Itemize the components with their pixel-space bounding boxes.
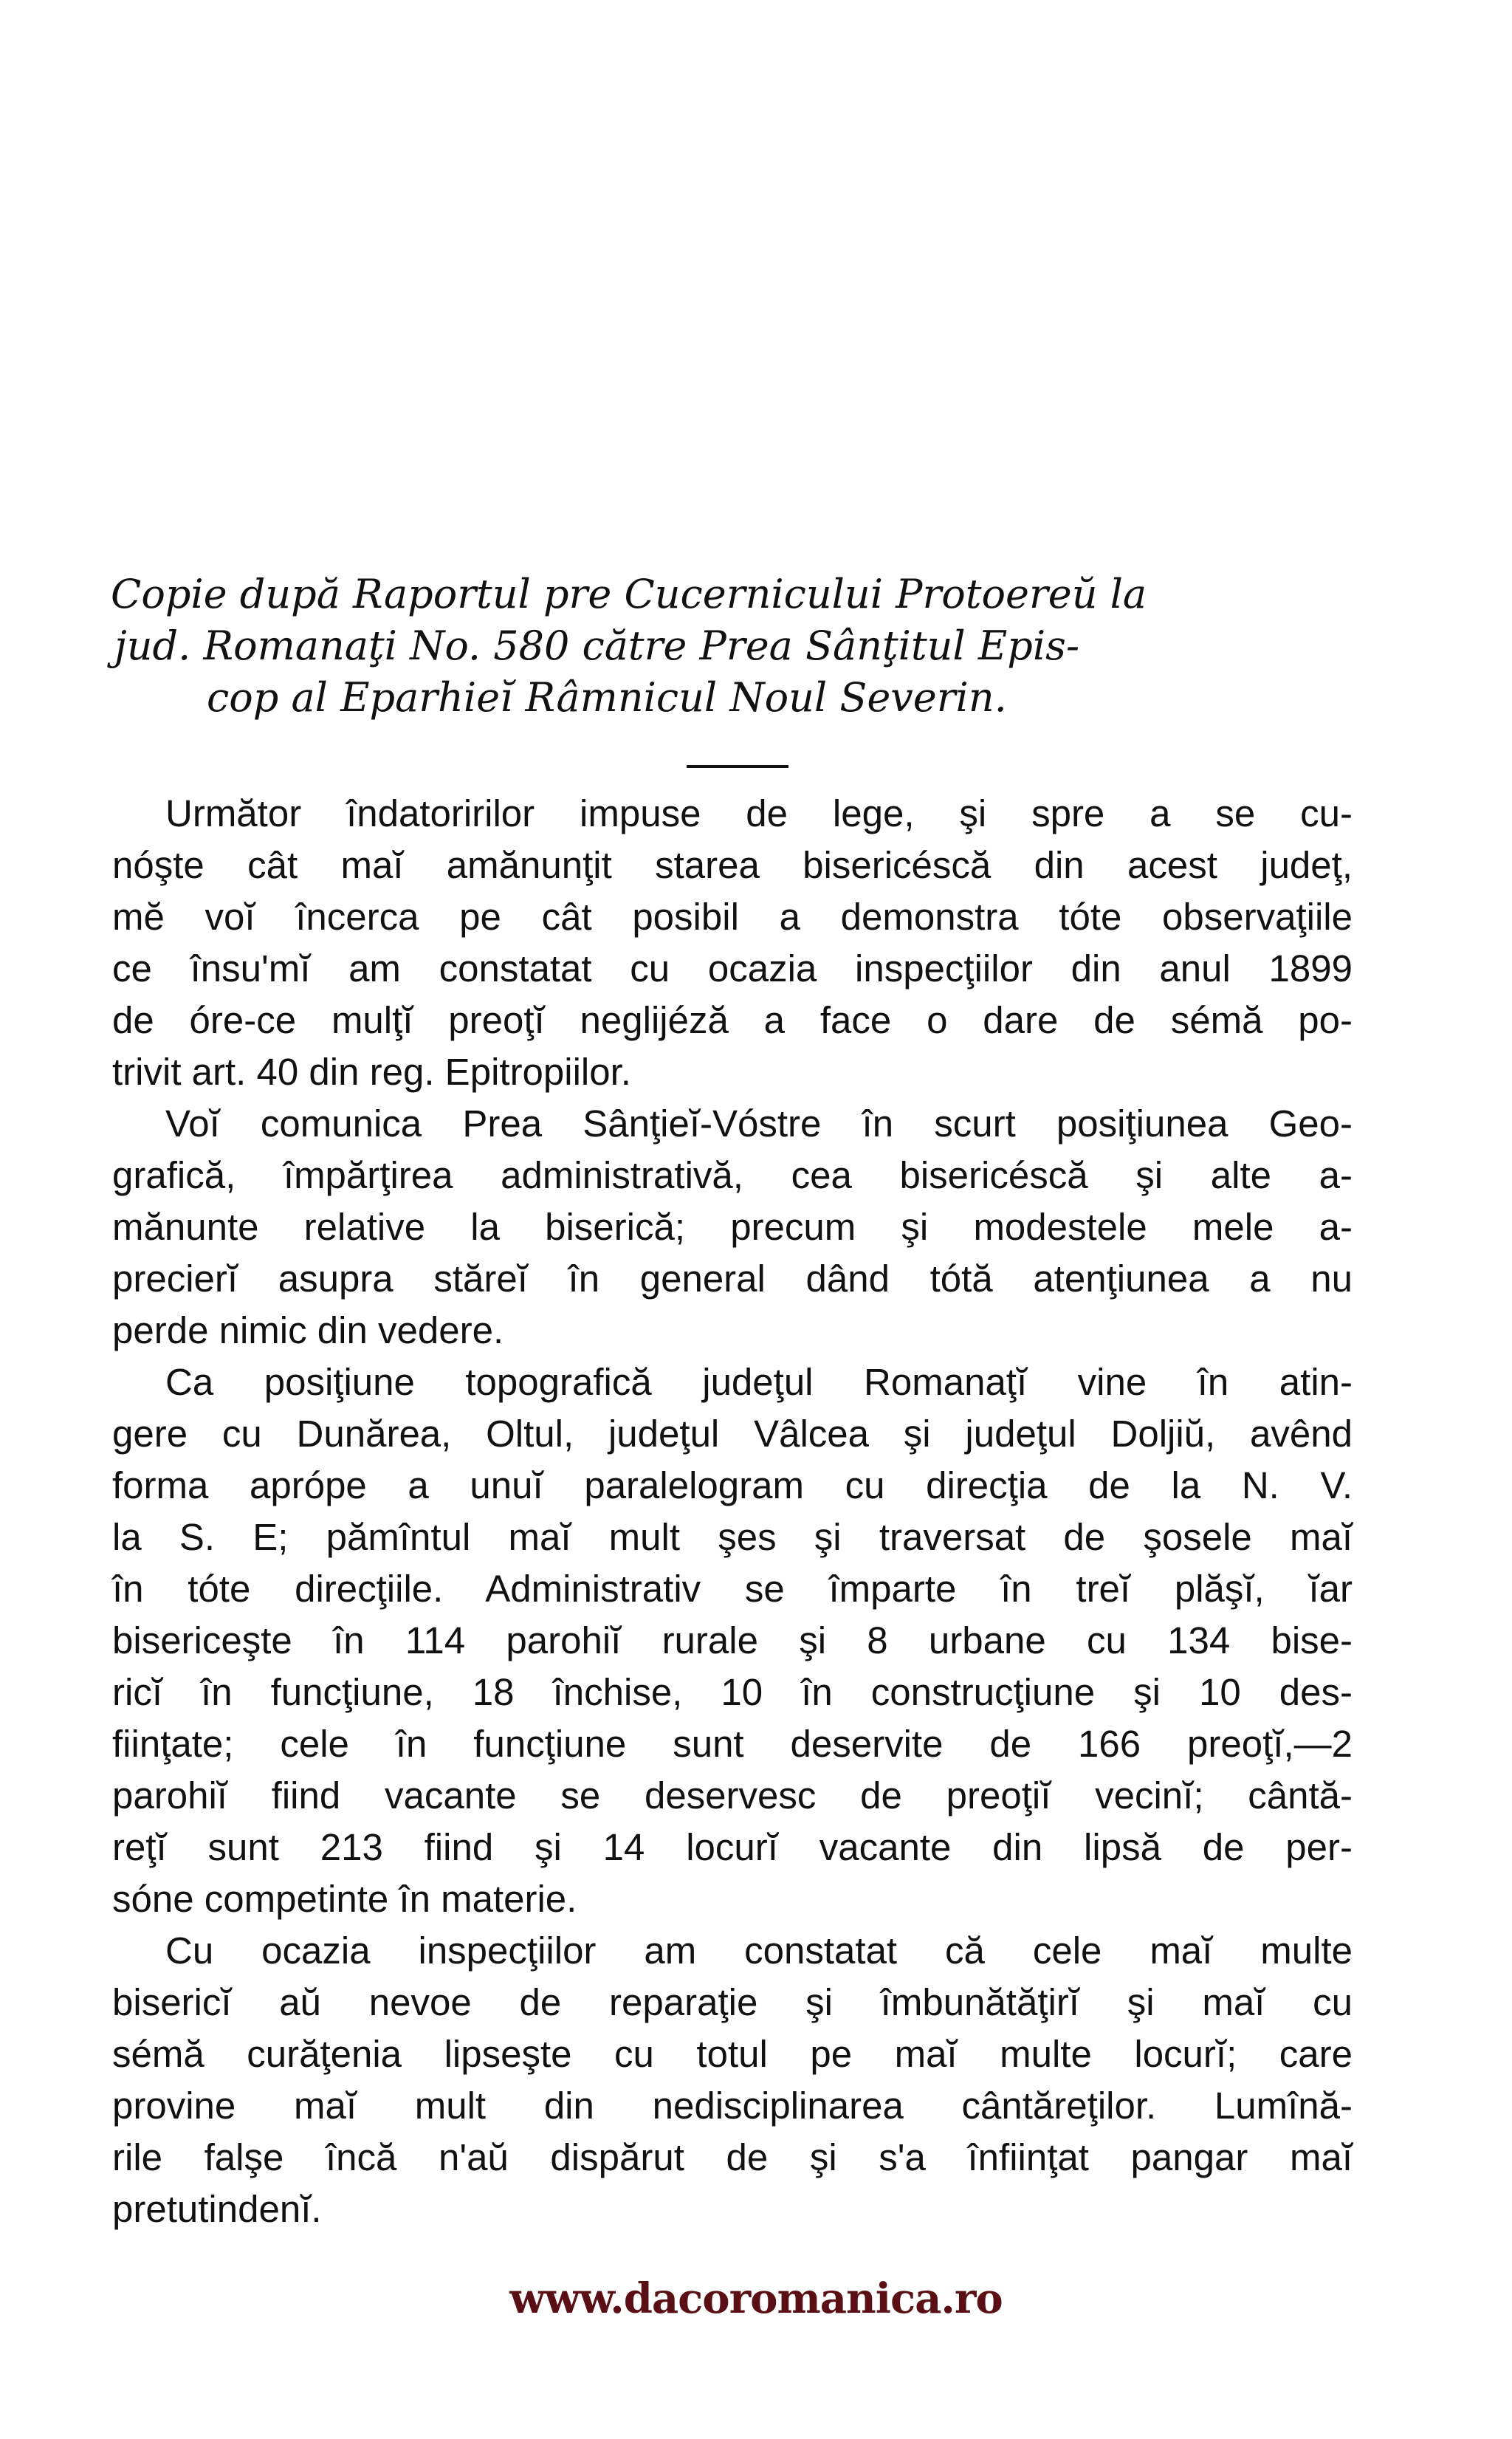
paragraph-line: nóşte cât maĭ amănunţit starea bisericéscă din acest judeţ, <box>112 844 1353 886</box>
paragraph-line: Cu ocazia inspecţiilor am constatat că cele maĭ multe <box>165 1929 1353 1972</box>
paragraph-3 <box>112 1356 1353 1925</box>
paragraph-line: pretutindenĭ. <box>112 2188 322 2230</box>
paragraph-line: precierĭ asupra stăreĭ în general dând tótă atenţiunea a nu <box>112 1258 1353 1300</box>
paragraph-line: fiinţate; cele în funcţiune sunt deservite de 166 preoţĭ,—2 <box>112 1723 1353 1765</box>
heading-divider <box>687 765 788 768</box>
document-body <box>112 788 1353 2235</box>
paragraph-line: bisericĭ aŭ nevoe de reparaţie şi îmbunătăţirĭ şi maĭ cu <box>112 1981 1353 2023</box>
paragraph-line: trivit art. 40 din reg. Epitropiilor. <box>112 1051 631 1093</box>
paragraph-line: mănunte relative la biserică; precum şi modestele mele a- <box>112 1206 1353 1248</box>
paragraph-line: rile falşe încă n'aŭ dispărut de şi s'a înfiinţat pangar maĭ <box>112 2136 1353 2178</box>
paragraph-line: provine maĭ mult din nedisciplinarea cântăreţilor. Lumînă- <box>112 2085 1353 2127</box>
paragraph-line: în tóte direcţiile. Administrativ se împarte în treĭ plăşĭ, ĭar <box>112 1568 1353 1610</box>
paragraph-line: Voĭ comunica Prea Sânţieĭ-Vóstre în scurt posiţiunea Geo- <box>165 1102 1353 1145</box>
paragraph-line: ce însu'mĭ am constatat cu ocazia inspecţiilor din anul 1899 <box>112 947 1353 989</box>
paragraph-line: bisericeşte în 114 parohiĭ rurale şi 8 urbane cu 134 bise- <box>112 1619 1353 1661</box>
paragraph-line: sémă curăţenia lipseşte cu totul pe maĭ multe locurĭ; care <box>112 2033 1353 2075</box>
paragraph-line: Ca posiţiune topografică judeţul Romanaţĭ vine în atin- <box>165 1361 1353 1403</box>
paragraph-1 <box>112 788 1353 1098</box>
paragraph-line: gere cu Dunărea, Oltul, judeţul Vâlcea şi judeţul Doljiŭ, avênd <box>112 1413 1353 1455</box>
watermark-link[interactable]: www.dacoromanica.ro <box>509 2274 1003 2323</box>
paragraph-line: perde nimic din vedere. <box>112 1309 504 1351</box>
paragraph-line: la S. E; pămîntul maĭ mult şes şi traversat de şosele maĭ <box>112 1516 1353 1558</box>
heading-line: cop al Eparhieĭ Râmnicul Noul Severin. <box>207 674 1007 721</box>
heading-line: jud. Romanaţi No. 580 către Prea Sânţitul Epis- <box>114 622 1080 669</box>
paragraph-line: Următor îndatoririlor impuse de lege, şi spre a se cu- <box>165 792 1353 834</box>
paragraph-2 <box>112 1098 1353 1356</box>
paragraph-line: sóne competinte în materie. <box>112 1878 577 1920</box>
paragraph-line: de óre-ce mulţĭ preoţĭ neglijéză a face o dare de sémă po- <box>112 999 1353 1041</box>
paragraph-line: grafică, împărţirea administrativă, cea bisericéscă şi alte a- <box>112 1154 1353 1196</box>
paragraph-line: ricĭ în funcţiune, 18 închise, 10 în construcţiune şi 10 des- <box>112 1671 1353 1713</box>
document-heading <box>111 569 1351 724</box>
paragraph-line: forma aprópe a unuĭ paralelogram cu direcţia de la N. V. <box>112 1464 1353 1506</box>
heading-line: Copie după Raportul pre Cucernicului Protoereŭ la <box>111 571 1147 617</box>
paragraph-line: parohiĭ fiind vacante se deservesc de preoţiĭ vecinĭ; cântă- <box>112 1774 1353 1817</box>
paragraph-line: mĕ voĭ încerca pe cât posibil a demonstra tóte observaţiile <box>112 896 1353 938</box>
paragraph-4 <box>112 1925 1353 2235</box>
paragraph-line: reţĭ sunt 213 fiind şi 14 locurĭ vacante din lipsă de per- <box>112 1826 1353 1868</box>
